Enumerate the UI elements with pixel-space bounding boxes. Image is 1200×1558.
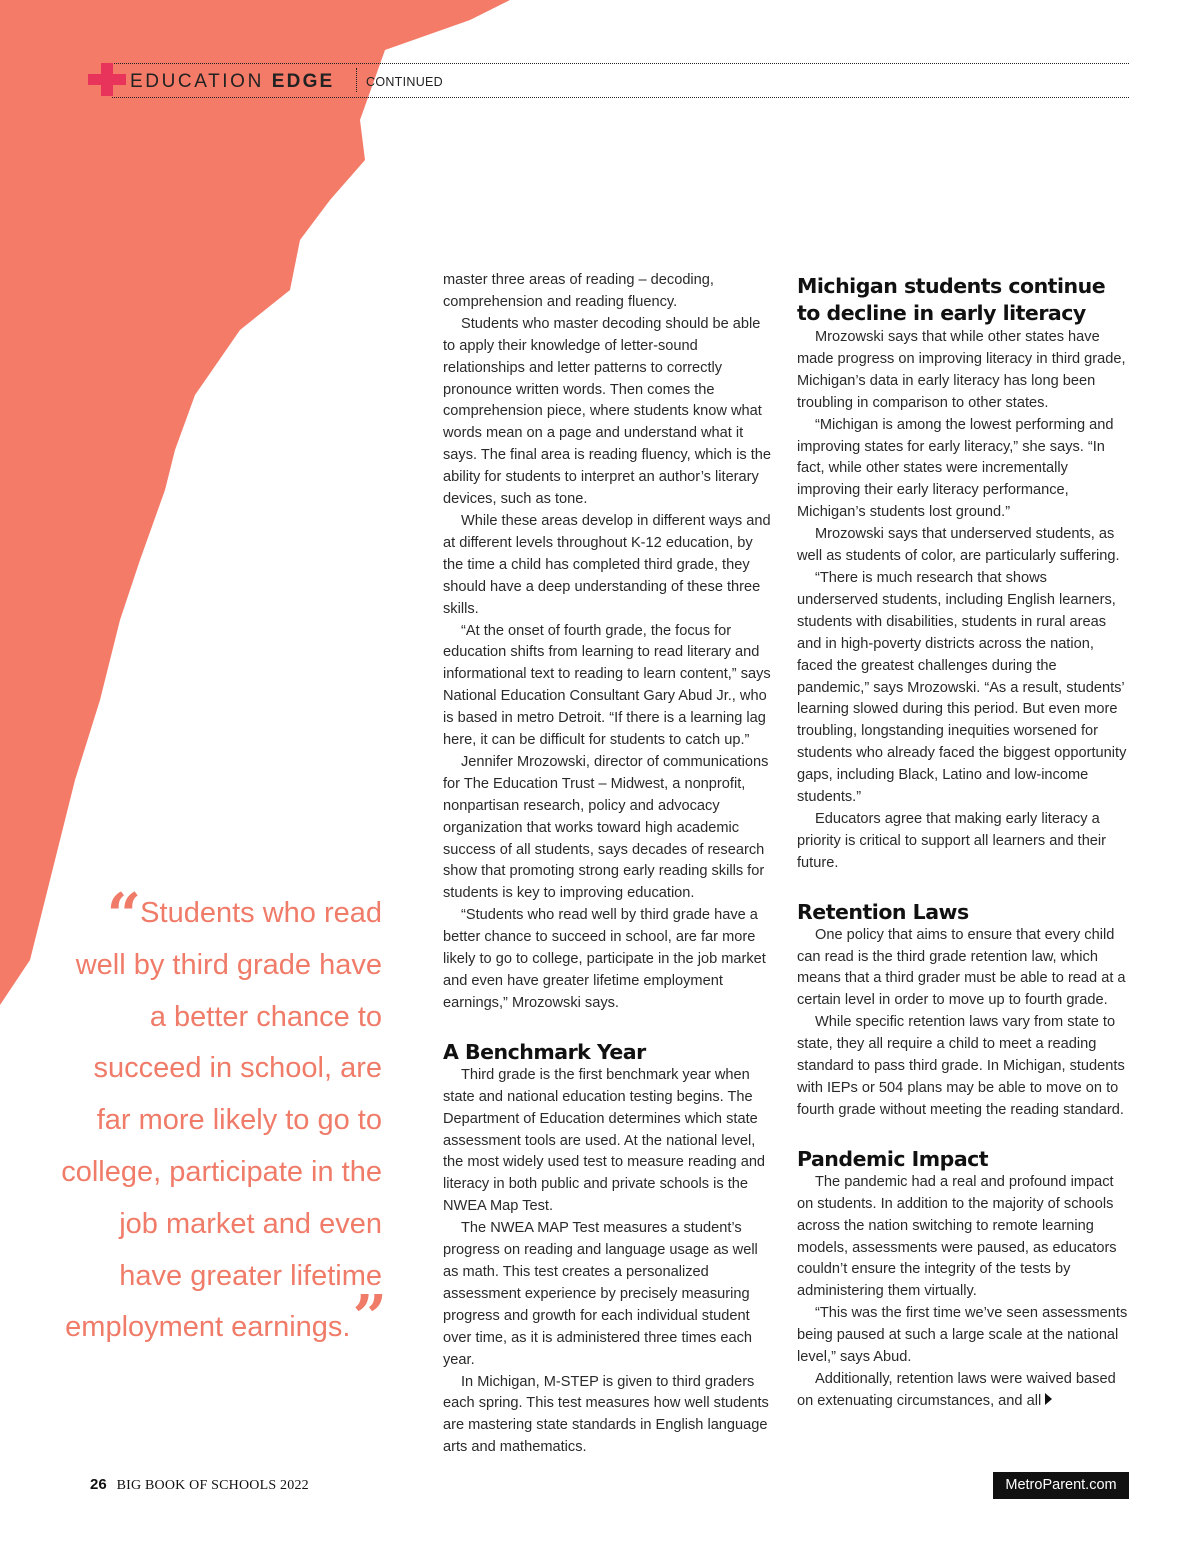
paragraph: Third grade is the first benchmark year when state and national education testing begins. The Department of Education determines which state assessment tools are used. At the national level, the most widely used test to measure reading and literacy in both public and private schools is the NWEA Map Test. [443,1066,766,1215]
section-title [130,71,334,93]
page-footer [90,1476,309,1494]
paragraph: While these areas develop in different ways and at different levels throughout K-12 education, by the time a child has completed third grade, they should have a deep understanding of these three skills. [443,512,771,617]
pull-quote [60,881,382,1354]
header-divider [356,68,357,92]
paragraph: “Michigan is among the lowest performing and improving states for early literacy,” she says. “In fact, while other states were incrementally improving their early literacy performance, Michigan’s students lost ground.” [797,416,1114,521]
publication-name: BIG BOOK OF SCHOOLS 2022 [116,1478,309,1493]
article-column-middle [443,270,776,1459]
continue-arrow-icon [1045,1393,1052,1405]
close-quote-mark: ” [352,1283,382,1354]
paragraph: One policy that aims to ensure that every child can read is the third grade retention law, which means that a third grader must be able to read at a certain level in order to move up to fourth grade. [797,926,1126,1009]
heading-benchmark-year: A Benchmark Year [443,1039,646,1064]
paragraph: While specific retention laws vary from state to state, they all require a child to meet a reading standard to pass third grade. In Michigan, students with IEPs or 504 plans may be able to move on to fourth grade without meeting the reading standard. [797,1014,1125,1118]
paragraph: master three areas of reading – decoding, comprehension and reading fluency. [443,272,714,310]
section-header [88,60,1129,98]
header-dotted-rule-bottom [112,97,1129,98]
continued-label: CONTINUED [366,75,444,89]
page-number: 26 [90,1476,107,1493]
heading-retention-laws: Retention Laws [797,899,969,924]
paragraph: “Students who read well by third grade have a better chance to succeed in school, are far more likely to go to college, participate in the job market and even have greater lifetime employment earnings,” Mrozowski says. [443,907,766,1011]
paragraph: Mrozowski says that underserved students, as well as students of color, are particularly suffering. [797,526,1120,565]
paragraph: “This was the first time we’ve seen assessments being paused at such a large scale at the national level,” says Abud. [797,1305,1128,1366]
article-column-right [797,270,1130,1413]
open-quote-mark: “ [106,881,137,951]
paragraph: The pandemic had a real and profound impact on students. In addition to the majority of schools across the nation switching to remote learning models, assessments were paused, as educators couldn’t ensure the integrity of the tests by administering them virtually. [797,1173,1117,1300]
section-title-bold: EDGE [271,71,335,92]
paragraph: Mrozowski says that while other states have made progress on improving literacy in third grade, Michigan’s data in early literacy has long been troubling in comparison to other states. [797,329,1126,411]
section-title-main: EDUCATION [130,71,264,92]
header-dotted-rule-top [112,63,1129,64]
paragraph: The NWEA MAP Test measures a student’s progress on reading and language usage as well as math. This test creates a personalized assessment experience by precisely measuring progress and growth for each individual student over time, as it is administered three times each year. [443,1220,758,1368]
paragraph-continues [797,1369,1130,1413]
paragraph: Educators agree that making early literacy a priority is critical to support all learners and their future. [797,810,1107,871]
paragraph: Jennifer Mrozowski, director of communications for The Education Trust – Midwest, a nonprofit, nonpartisan research, policy and advocacy organization that works toward high academic success of all students, says decades of research show that promoting strong early reading skills for students is key to improving education. [443,753,769,902]
paragraph: In Michigan, M-STEP is given to third graders each spring. This test measures how well students are mastering state standards in English language arts and mathematics. [443,1373,769,1456]
paragraph: Students who master decoding should be able to apply their knowledge of letter-sound relationships and letter patterns to correctly pronounce written words. Then comes the comprehension piece, where students know what words mean on a page and understand what it says. The final area is reading fluency, which is the ability for students to interpret an author’s literary devices, such as tone. [443,315,771,508]
pull-quote-text: Students who read well by third grade have a better chance to succeed in school, are far more likely to go to college, participate in the job market and even have greater lifetime employment earnings. [61,897,382,1344]
paragraph-text: Additionally, retention laws were waived based on extenuating circumstances, and all [797,1370,1116,1409]
paragraph: “There is much research that shows underserved students, including English learners, students with disabilities, students in rural areas and in high-poverty districts across the nation, faced the greatest challenges during the pandemic,” says Mrozowski. “As a result, students’ learning slowed during this period. But even more troubling, longstanding inequities worsened for students who already faced the biggest opportunity gaps, including Black, Latino and low-income students.” [797,569,1127,806]
heading-pandemic-impact: Pandemic Impact [797,1146,989,1171]
heading-michigan-literacy: Michigan students continue to decline in early literacy [797,274,1106,325]
paragraph: “At the onset of fourth grade, the focus for education shifts from learning to read literary and informational text to reading to learn content,” says National Education Consultant Gary Abud Jr., who is based in metro Detroit. “If there is a learning lag here, it can be difficult for students to catch up.” [443,622,771,749]
website-link[interactable]: MetroParent.com [993,1472,1129,1499]
plus-icon-bar [88,74,126,85]
